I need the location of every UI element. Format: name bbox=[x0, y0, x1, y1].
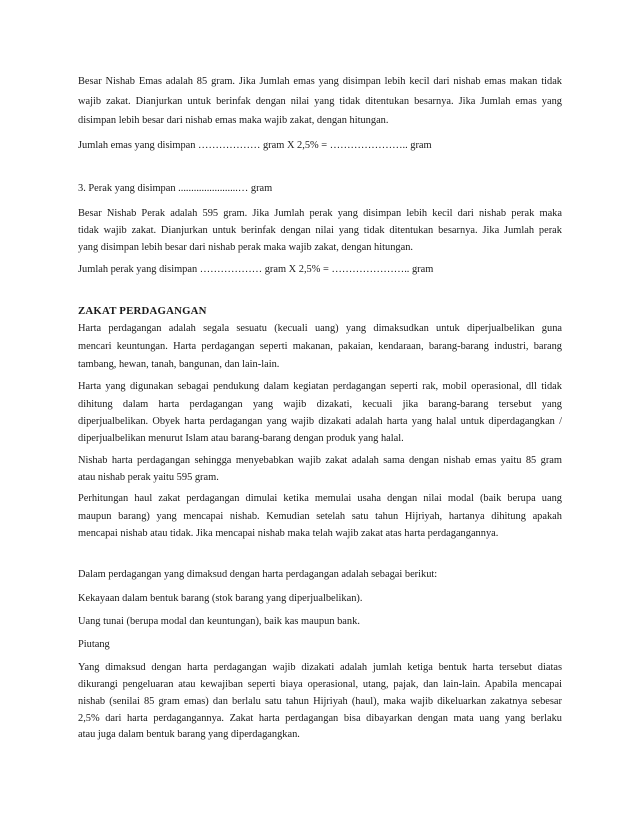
paragraph-perhitungan-line-2: dikurangi pengeluaran atau kewajiban seperti biaya operasional, utang, pajak, dan lain-lain. Apabila mencapai bbox=[78, 679, 562, 690]
paragraph-perak-nishab-line-2: tidak wajib zakat. Dianjurkan untuk berinfak dengan nilai yang tidak ditentukan besarnya. Jika Jumlah perak bbox=[78, 225, 562, 236]
paragraph-definisi-line-3: tambang, hewan, tanah, bangunan, dan lain-lain. bbox=[78, 359, 280, 370]
paragraph-pendukung-line-2: dihitung dalam harta perdagangan yang wajib dizakati, kecuali jika barang-barang tersebut yang bbox=[78, 399, 562, 410]
paragraph-haul-line-2: maupun barang) yang mencapai nishab. Kemudian setelah satu tahun Hijriyah, hartanya dihitung apakah bbox=[78, 511, 562, 522]
paragraph-emas-nishab-line-2: wajib zakat. Dianjurkan untuk berinfak dengan nilai yang tidak ditentukan besarnya. Jika Jumlah emas yang bbox=[78, 96, 562, 107]
paragraph-definisi-line-2: mencari keuntungan. Harta perdagangan seperti makanan, pakaian, kendaraan, barang-barang industri, barang bbox=[78, 341, 562, 352]
paragraph-perak-nishab-line-3: yang disimpan lebih besar dari nishab perak maka wajib zakat, dengan hitungan. bbox=[78, 242, 413, 253]
paragraph-nishab-line-2: atau nishab perak yaitu 595 gram. bbox=[78, 472, 219, 483]
paragraph-nishab-line-1: Nishab harta perdagangan sehingga menyebabkan wajib zakat adalah sama dengan nishab emas yaitu 85 gram bbox=[78, 455, 562, 466]
paragraph-perhitungan-line-4: 2,5% dari harta perdagangannya. Zakat harta perdagangan bisa dibayarkan dengan mata uang yang berlaku bbox=[78, 713, 562, 724]
paragraph-perhitungan-line-1: Yang dimaksud dengan harta perdagangan wajib dizakati adalah jumlah ketiga bentuk harta tersebut diatas bbox=[78, 662, 562, 673]
paragraph-haul-line-3: mencapai nishab atau tidak. Jika mencapai nishab maka telah wajib zakat atas harta perdagangannya. bbox=[78, 528, 499, 539]
item-perak-disimpan: 3. Perak yang disimpan .......................… gram bbox=[78, 183, 273, 194]
list-item-uang-tunai: Uang tunai (berupa modal dan keuntungan), baik kas maupun bank. bbox=[78, 616, 360, 627]
paragraph-emas-nishab-line-3: disimpan lebih besar dari nishab emas maka wajib zakat, dengan hitungan. bbox=[78, 115, 389, 126]
paragraph-pendukung-line-3: diperjualbelikan. Obyek harta perdagangan yang wajib dizakati adalah harta yang halal untuk diperdagangkan / bbox=[78, 416, 562, 427]
paragraph-emas-nishab-line-1: Besar Nishab Emas adalah 85 gram. Jika Jumlah emas yang disimpan lebih kecil dari nishab emas makan tidak bbox=[78, 76, 562, 87]
paragraph-perhitungan-line-5: atau juga dalam bentuk barang yang diperdagangkan. bbox=[78, 729, 300, 740]
section-heading: ZAKAT PERDAGANGAN bbox=[78, 305, 207, 317]
paragraph-definisi-line-1: Harta perdagangan adalah segala sesuatu (kecuali uang) yang dimaksudkan untuk diperjualbelikan guna bbox=[78, 323, 562, 334]
formula-emas: Jumlah emas yang disimpan ……………… gram X 2,5% = ………………….. gram bbox=[78, 140, 432, 151]
formula-perak: Jumlah perak yang disimpan ……………… gram X 2,5% = ………………….. gram bbox=[78, 264, 434, 275]
paragraph-intro-list: Dalam perdagangan yang dimaksud dengan harta perdagangan adalah sebagai berikut: bbox=[78, 569, 438, 580]
paragraph-perak-nishab-line-1: Besar Nishab Perak adalah 595 gram. Jika Jumlah perak yang disimpan lebih kecil dari nishab perak maka bbox=[78, 208, 562, 219]
paragraph-haul-line-1: Perhitungan haul zakat perdagangan dimulai ketika memulai usaha dengan nilai modal (baik berupa uang bbox=[78, 493, 562, 504]
list-item-kekayaan: Kekayaan dalam bentuk barang (stok barang yang diperjualbelikan). bbox=[78, 593, 363, 604]
paragraph-perhitungan-line-3: nishab (senilai 85 gram emas) dan berlalu satu tahun Hijriyah (haul), maka wajib dikeluarkan zakatnya sebesar bbox=[78, 696, 562, 707]
paragraph-pendukung-line-4: diperjualbelikan menurut Islam atau barang-barang dengan produk yang halal. bbox=[78, 433, 404, 444]
paragraph-pendukung-line-1: Harta yang digunakan sebagai pendukung dalam kegiatan perdagangan seperti rak, mobil operasional, dll tidak bbox=[78, 381, 562, 392]
list-item-piutang: Piutang bbox=[78, 639, 110, 650]
